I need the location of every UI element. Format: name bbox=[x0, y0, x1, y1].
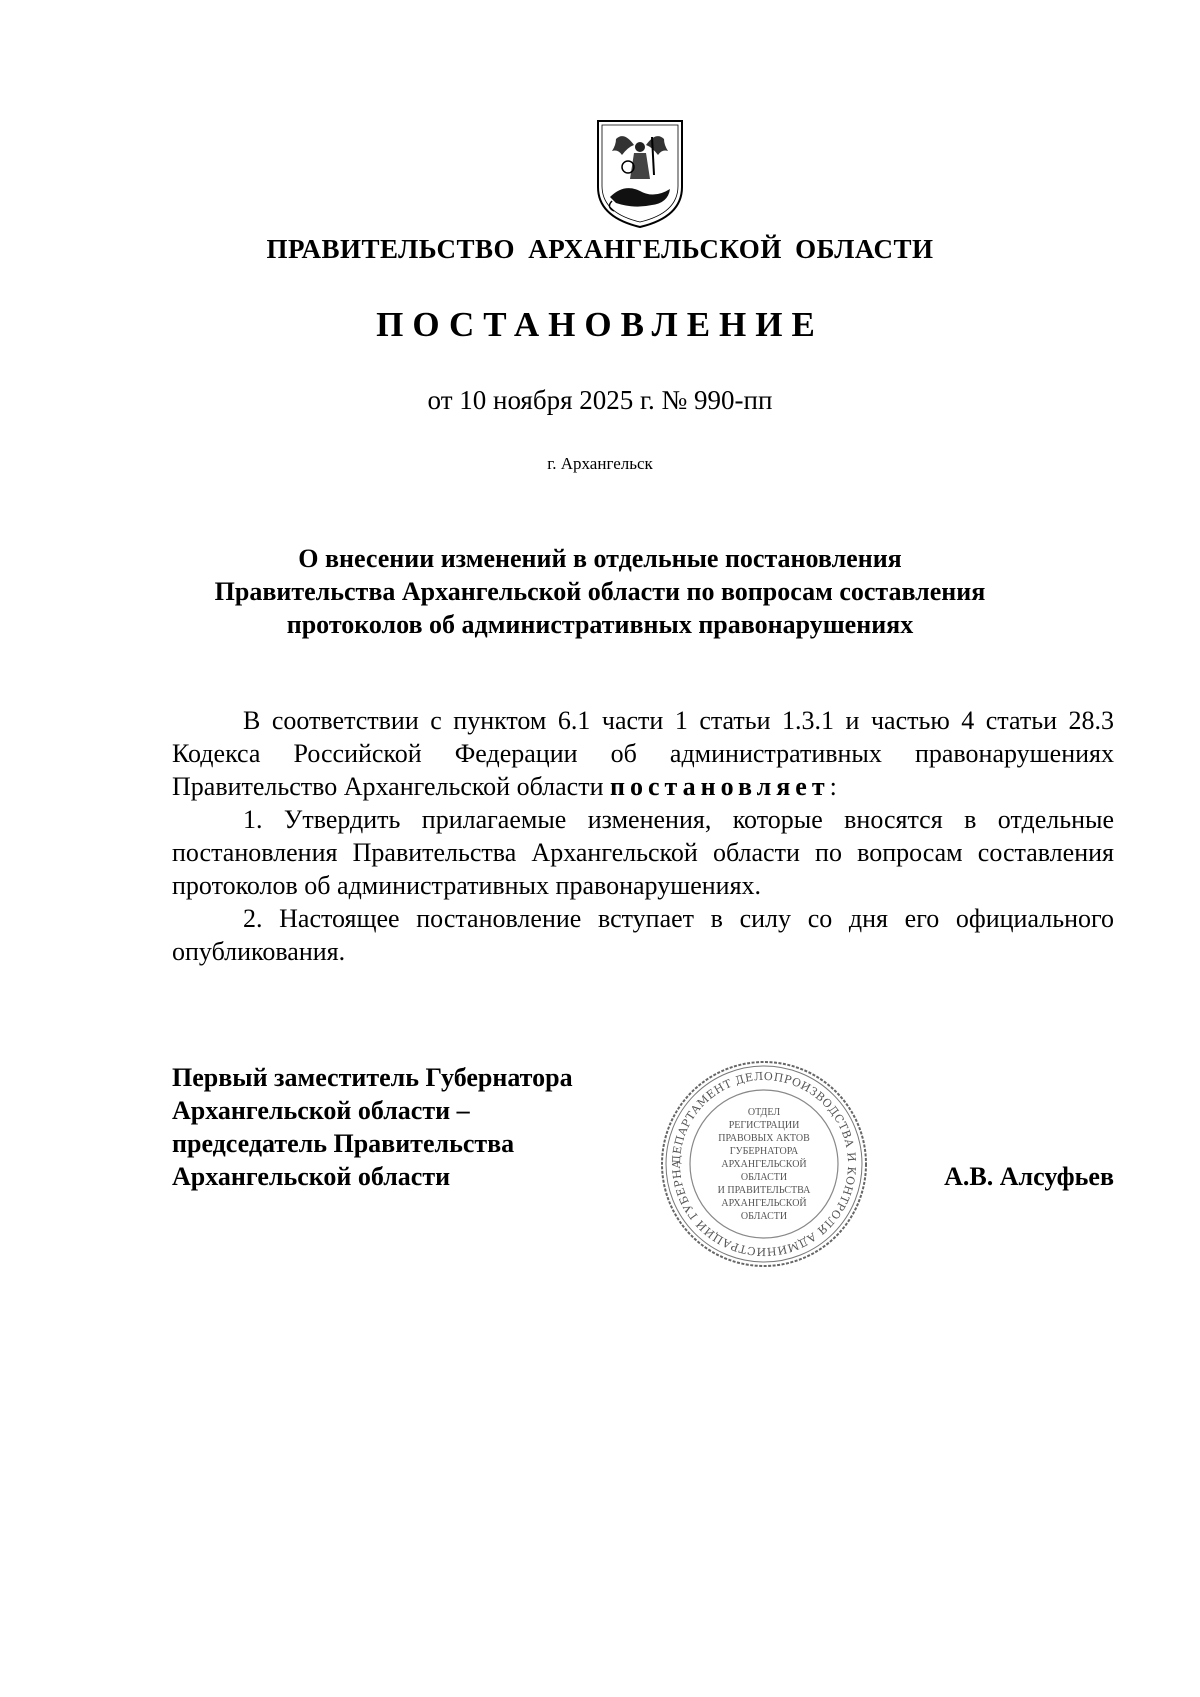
item-1-paragraph: 1. Утвердить прилагаемые изменения, которые вносятся в отдельные постановления Правительства Архангельской области по вопросам составления протоколов об административных правонарушениях. bbox=[172, 805, 1114, 900]
document-subject bbox=[150, 542, 1050, 641]
coat-of-arms-icon bbox=[594, 117, 686, 229]
preamble-paragraph bbox=[172, 704, 1114, 803]
document-date-number: от 10 ноября 2025 г. № 990-пп bbox=[427, 385, 773, 415]
signer-position bbox=[172, 1061, 573, 1193]
subject-line: О внесении изменений в отдельные постановления bbox=[298, 544, 902, 573]
document-type: ПОСТАНОВЛЕНИЕ bbox=[376, 305, 824, 344]
stamp-center-line: РЕГИСТРАЦИИ bbox=[728, 1119, 800, 1131]
item-2-paragraph: 2. Настоящее постановление вступает в силу со дня его официального опубликования. bbox=[172, 904, 1114, 966]
preamble-emphasis: постановляет bbox=[610, 772, 830, 801]
stamp-center-line: АРХАНГЕЛЬСКОЙ bbox=[721, 1158, 807, 1170]
stamp-center bbox=[658, 1058, 870, 1270]
document-body bbox=[172, 704, 1114, 968]
stamp-center-line: ОТДЕЛ bbox=[747, 1106, 781, 1118]
government-title: ПРАВИТЕЛЬСТВО АРХАНГЕЛЬСКОЙ ОБЛАСТИ bbox=[266, 234, 934, 264]
official-stamp bbox=[658, 1058, 870, 1270]
preamble-end: : bbox=[829, 772, 837, 801]
signer-position-line: Архангельской области bbox=[172, 1162, 451, 1191]
preamble-text: В соответствии с пунктом 6.1 части 1 статьи 1.3.1 и частью 4 статьи 28.3 Кодекса Российской Федерации об административных правонарушениях Правительство Архангельской области bbox=[172, 706, 1114, 801]
subject-line: Правительства Архангельской области по вопросам составления bbox=[214, 577, 986, 606]
signer-position-line: Архангельской области – bbox=[172, 1096, 470, 1125]
stamp-center-line: ПРАВОВЫХ АКТОВ bbox=[718, 1132, 810, 1144]
signer-position-line: Первый заместитель Губернатора bbox=[172, 1063, 573, 1092]
stamp-center-line: ОБЛАСТИ bbox=[740, 1171, 788, 1183]
stamp-center-line: ГУБЕРНАТОРА bbox=[729, 1145, 799, 1157]
signer-name: А.В. Алсуфьев bbox=[944, 1162, 1114, 1191]
stamp-center-line: И ПРАВИТЕЛЬСТВА bbox=[717, 1184, 811, 1196]
stamp-center-line: ОБЛАСТИ bbox=[740, 1210, 788, 1222]
signer-position-line: председатель Правительства bbox=[172, 1129, 515, 1158]
stamp-center-line: АРХАНГЕЛЬСКОЙ bbox=[721, 1197, 807, 1209]
subject-line: протоколов об административных правонарушениях bbox=[286, 610, 914, 639]
document-city: г. Архангельск bbox=[547, 454, 653, 473]
stamp-ring-text: ДЕПАРТАМЕНТ ДЕЛОПРОИЗВОДСТВА И КОНТРОЛЯ АДМИНИСТРАЦИИ ГУБЕРНА bbox=[669, 1069, 859, 1259]
